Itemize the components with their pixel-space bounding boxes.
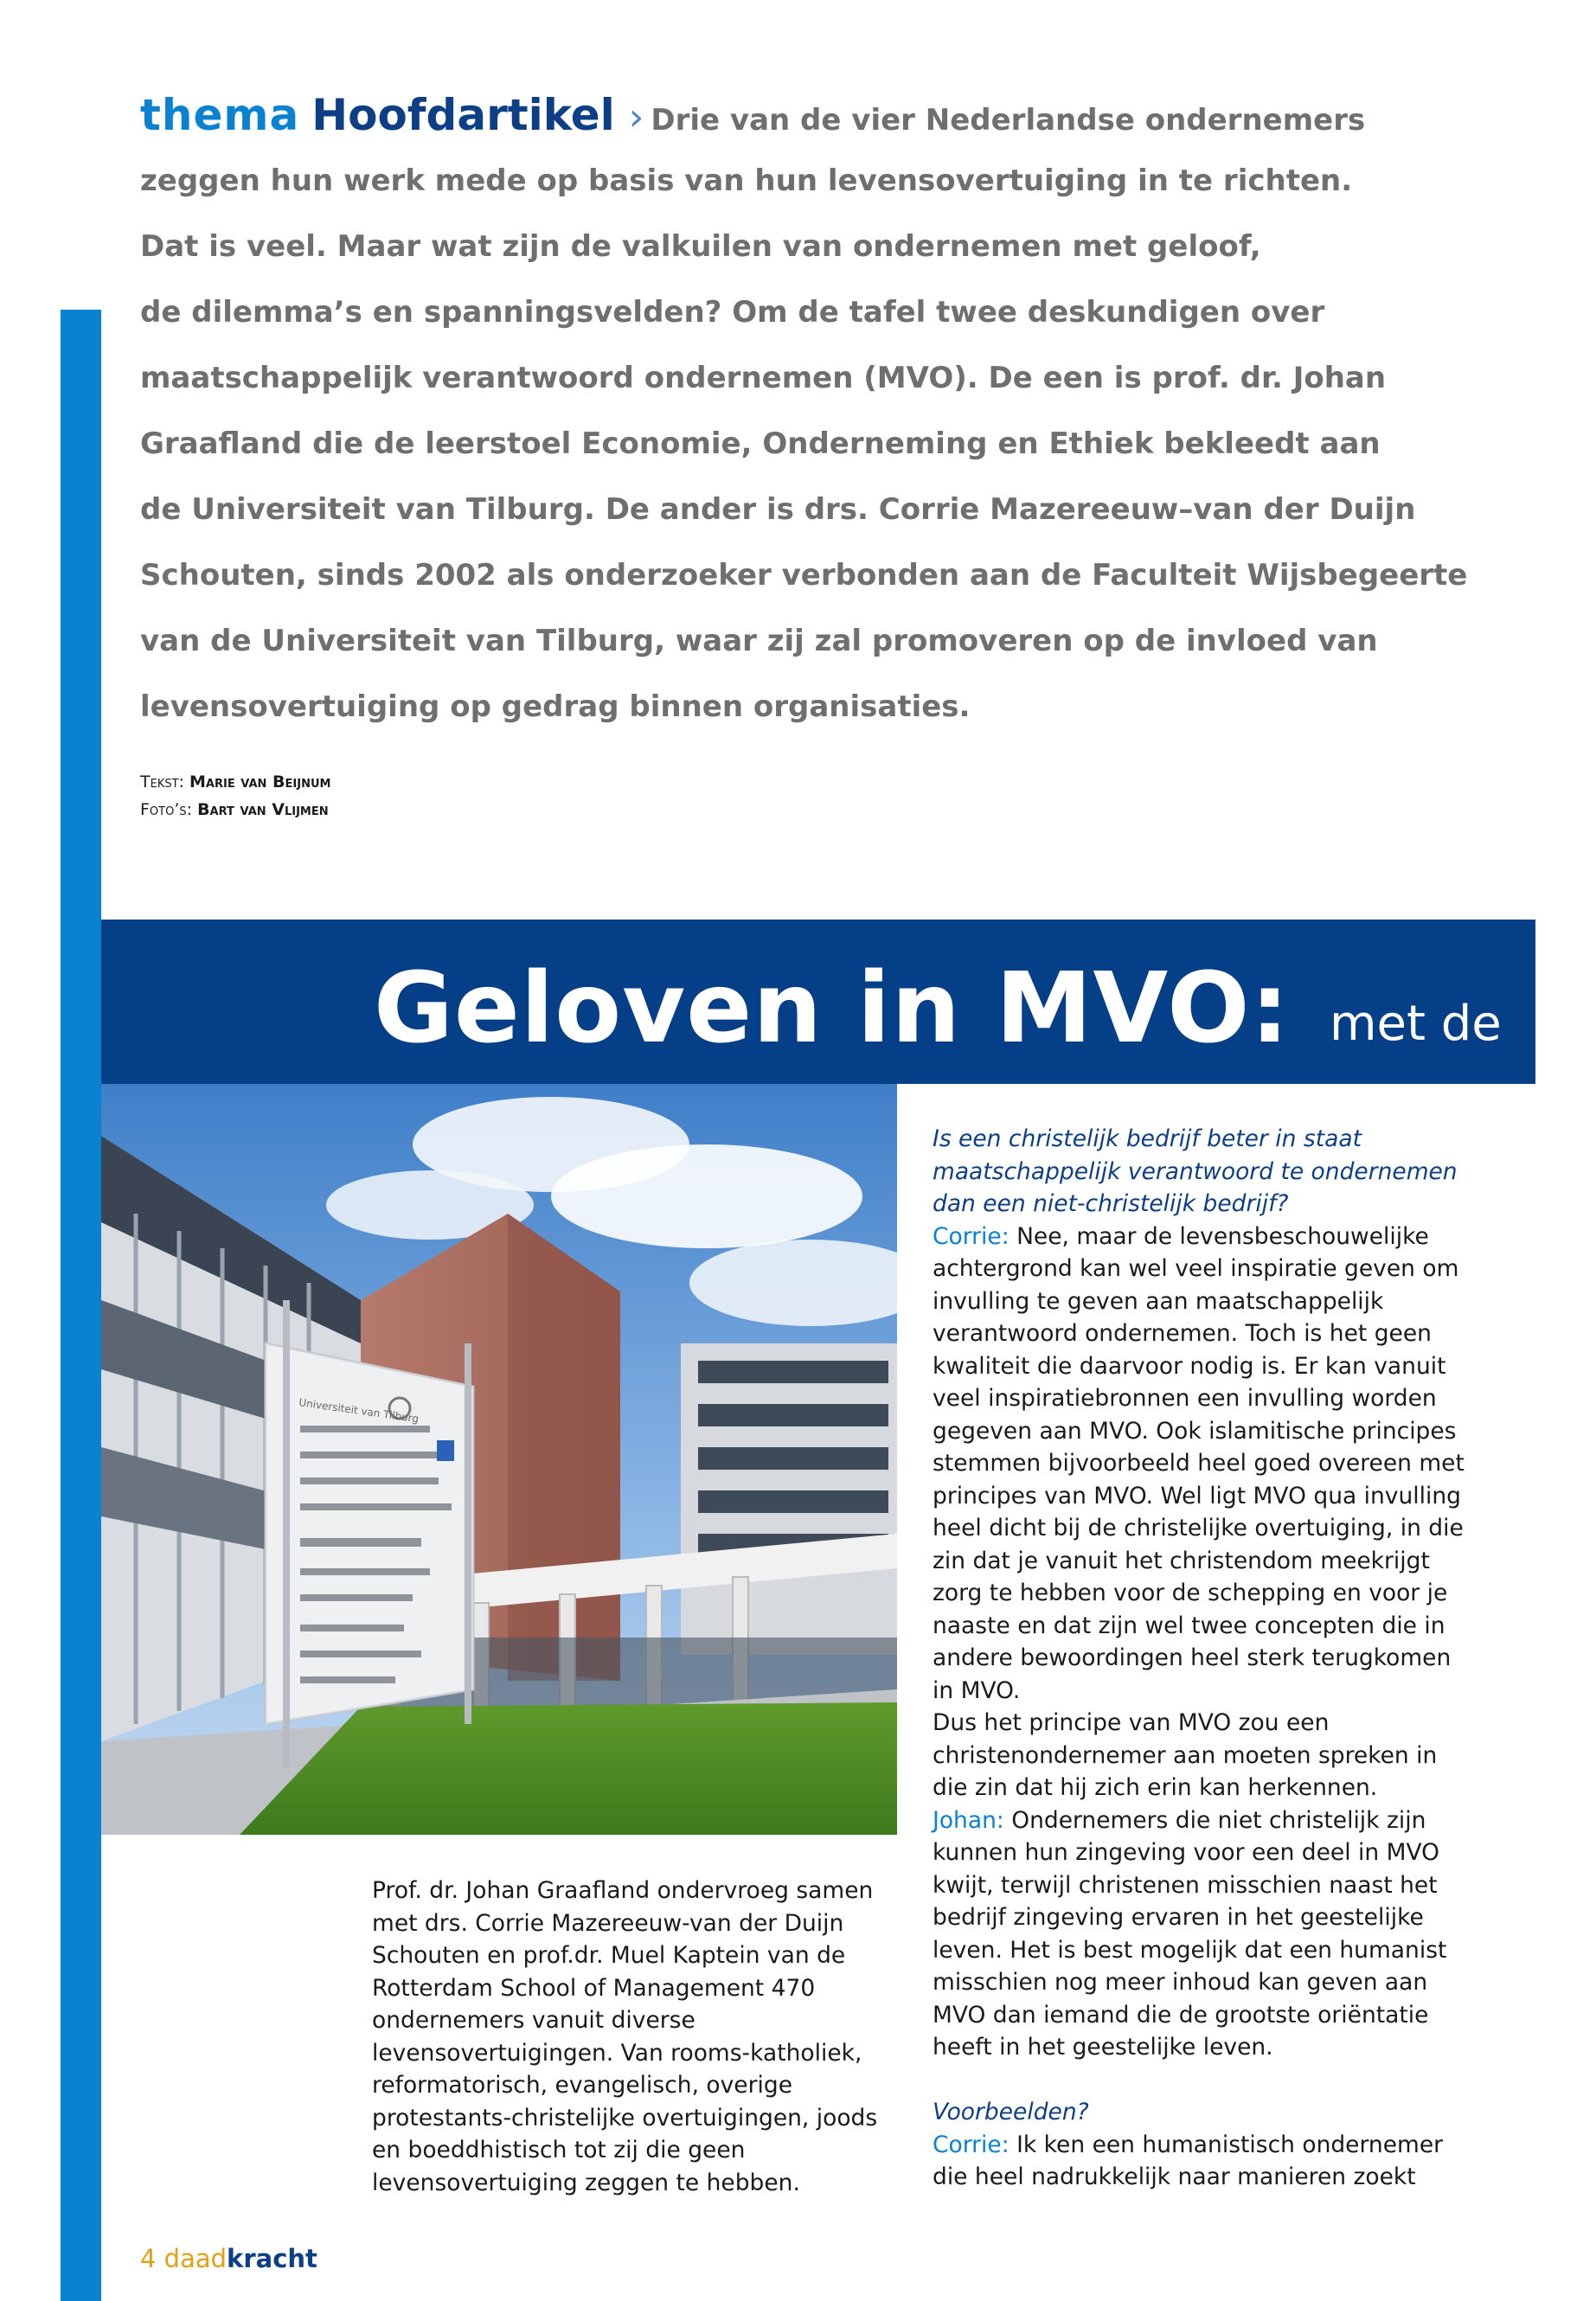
brand-daad: daad bbox=[163, 2244, 228, 2273]
text-credit-name: Marie van Beijnum bbox=[189, 772, 331, 792]
speaker-label: Corrie: bbox=[933, 1222, 1010, 1250]
speaker-label: Johan: bbox=[933, 1806, 1004, 1834]
left-accent-bar bbox=[61, 310, 101, 2301]
intro-line: Dat is veel. Maar wat zijn de valkuilen van ondernemen met geloof, bbox=[140, 229, 1261, 264]
page-footer bbox=[140, 2244, 317, 2273]
intro-line: Schouten, sinds 2002 als onderzoeker verbonden aan de Faculteit Wijsbegeerte bbox=[140, 558, 1468, 593]
answer-text: Ik ken een humanistisch ondernemer die heel nadrukkelijk naar manieren zoekt bbox=[933, 2131, 1444, 2190]
interview-question: Voorbeelden? bbox=[933, 2099, 1089, 2125]
credits bbox=[140, 768, 330, 824]
title-band bbox=[101, 920, 1535, 1084]
intro-line: de dilemma’s en spanningsvelden? Om de tafel twee deskundigen over bbox=[140, 295, 1325, 330]
section-label: thema bbox=[140, 90, 300, 140]
intro-line: zeggen hun werk mede op basis van hun levensovertuiging in te richten. bbox=[140, 163, 1353, 198]
page-number: 4 bbox=[140, 2244, 157, 2273]
interview-column bbox=[933, 1123, 1469, 2194]
text-credit bbox=[140, 768, 330, 796]
intro-line: maatschappelijk verantwoord ondernemen (MVO). De een is prof. dr. Johan bbox=[140, 361, 1387, 395]
article-title-continuation: met de bbox=[1330, 996, 1502, 1052]
intro-text: Drie van de vier Nederlandse ondernemers bbox=[651, 103, 1366, 138]
intro-line: van de Universiteit van Tilburg, waar zij zal promoveren op de invloed van bbox=[140, 624, 1378, 658]
photo-credit-label: Foto’s: bbox=[140, 800, 193, 819]
article-title: Geloven in MVO: bbox=[374, 952, 1291, 1065]
chevron-right-icon: › bbox=[628, 95, 644, 139]
university-building-photo bbox=[101, 1084, 897, 1835]
answer-text: Nee, maar de levensbeschouwelijke achtergrond kan wel veel inspiratie geven om invulling te geven aan maatschappelijk verantwoord ondernemen. Toch is het geen kwaliteit die daarvoor nodig is. Er kan vanuit veel inspiratiebronnen een invulling worden gegeven aan MVO. Ook islamitische principes stemmen bijvoorbeeld heel goed overeen met principes van MVO. Wel ligt MVO qua invulling heel dicht bij de christelijke overtuiging, in die zin dat je vanuit het christendom meekrijgt zorg te hebben voor de schepping en voor je naaste en dat zijn wel twee concepten die in andere bewoordingen heel sterk terugkomen in MVO. bbox=[933, 1222, 1465, 1704]
text-credit-label: Tekst: bbox=[140, 772, 184, 792]
intro-line: levensovertuiging op gedrag binnen organisaties. bbox=[140, 689, 971, 724]
intro-line: de Universiteit van Tilburg. De ander is drs. Corrie Mazereeuw–van der Duijn bbox=[140, 492, 1416, 527]
photo-credit-name: Bart van Vlijmen bbox=[197, 800, 329, 819]
sign-title: Universiteit van Tilburg bbox=[298, 1396, 420, 1426]
photo-caption: Prof. dr. Johan Graafland ondervroeg samen met drs. Corrie Mazereeuw-van der Duijn Schouten en prof.dr. Muel Kaptein van de Rotterdam School of Management 470 ondernemers vanuit diverse levensovertuigingen. Van rooms-katholiek, reformatorisch, evangelisch, overige protestants-christelijke overtuigingen, joods en boeddhistisch tot zij die geen levensovertuiging zeggen te hebben. bbox=[372, 1877, 878, 2196]
interview-answer bbox=[933, 1804, 1469, 2064]
intro-line: Graafland die de leerstoel Economie, Onderneming en Ethiek bekleedt aan bbox=[140, 426, 1381, 461]
photo-credit bbox=[140, 796, 330, 824]
intro-line-1 bbox=[140, 82, 1490, 148]
interview-answer bbox=[933, 2129, 1469, 2194]
paragraph-gap bbox=[933, 2064, 1469, 2097]
interview-answer-continued: Dus het principe van MVO zou een christenondernemer aan moeten spreken in die zin dat hij zich erin kan herkennen. bbox=[933, 1709, 1438, 1801]
brand-kracht: kracht bbox=[227, 2244, 317, 2273]
answer-text: Ondernemers die niet christelijk zijn kunnen hun zingeving voor een deel in MVO kwijt, terwijl christenen misschien naast het bedrijf zingeving ervaren in het geestelijke leven. Het is best mogelijk dat een humanist misschien nog meer inhoud kan geven aan MVO dan iemand die de grootste oriëntatie heeft in het geestelijke leven. bbox=[933, 1806, 1447, 2061]
speaker-label: Corrie: bbox=[933, 2131, 1010, 2158]
category-label: Hoofdartikel bbox=[311, 90, 615, 140]
intro-paragraph bbox=[140, 82, 1490, 740]
interview-question: Is een christelijk bedrijf beter in staat maatschappelijk verantwoord te ondernemen dan een niet-christelijk bedrijf? bbox=[933, 1125, 1458, 1217]
interview-answer bbox=[933, 1221, 1469, 1708]
